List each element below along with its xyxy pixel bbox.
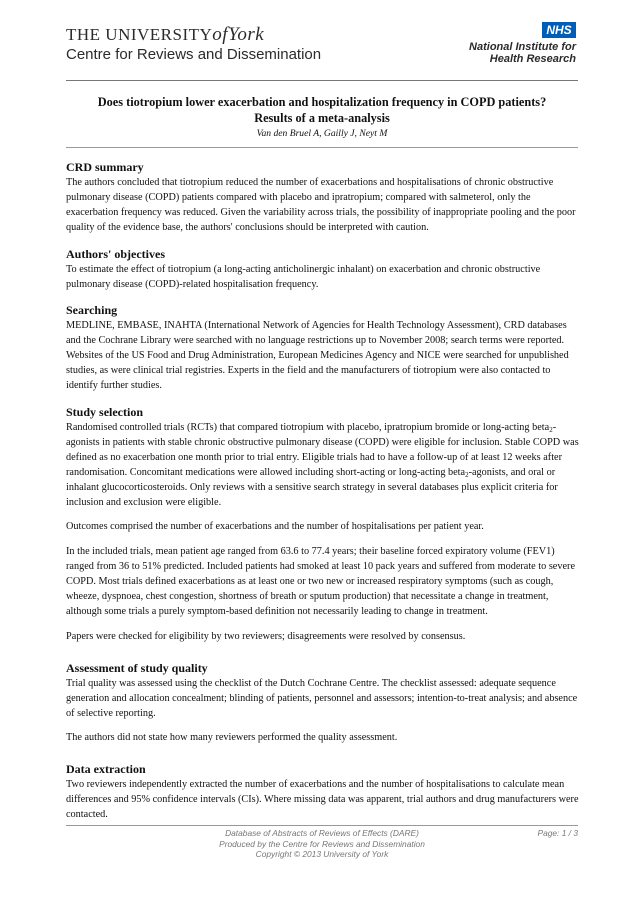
- footer-divider: [66, 825, 578, 826]
- section-text: Outcomes comprised the number of exacerbations and the number of hospitalisations per patient year.: [66, 521, 484, 533]
- section-heading: Searching: [66, 303, 118, 318]
- title-divider: [66, 147, 578, 148]
- document-body: [66, 157, 580, 834]
- page-footer: [66, 828, 578, 860]
- section-text: Papers were checked for eligibility by two reviewers; disagreements were resolved by consensus.: [66, 630, 466, 642]
- section-data-extraction: [66, 762, 580, 823]
- section-text: In the included trials, mean patient age ranged from 63.6 to 77.4 years; their baseline forced expiratory volume (FEV1) ranged from 36 to 51% predicted. Included patients had smoked at least 10 pack years and suffered from moderate to severe COPD. Most trials defined exacerbations as at least one or two new or increased respiratory symptoms (such as cough, wheeze, dyspnoea, chest congestion, shortness of breath or sputum production) that necessitate a change in treatment, although some trials a purely symptom-based definition not necessarily leading to change in treatment.: [66, 546, 575, 617]
- section-study-selection: [66, 405, 580, 645]
- title-line-2: Results of a meta-analysis: [254, 111, 390, 125]
- document-authors: Van den Bruel A, Gailly J, Neyt M: [256, 128, 388, 139]
- section-searching: [66, 303, 580, 394]
- nihr-logo-text: [469, 41, 576, 65]
- university-name: York: [228, 24, 265, 45]
- subscript: 2: [465, 470, 469, 479]
- nhs-logo-icon: NHS: [542, 22, 576, 38]
- nihr-line-2: Health Research: [489, 53, 576, 65]
- nihr-line-1: National Institute for: [469, 41, 576, 53]
- title-line-1: Does tiotropium lower exacerbation and hospitalization frequency in COPD patients?: [97, 95, 547, 109]
- university-prefix: THE UNIVERSITY: [66, 25, 213, 44]
- text-run: -agonists, and oral or inhalant glucocorticosteroids. Only reviews with a sensitive search strategy in several databases plus explicit criteria for inclusion and exclusion were eligible.: [66, 466, 558, 508]
- section-heading: CRD summary: [66, 160, 144, 174]
- document-title: [66, 94, 578, 126]
- footer-producer: Produced by the Centre for Reviews and Dissemination: [219, 838, 425, 849]
- text-run: -agonists in patients with stable chronic obstructive pulmonary disease (COPD) were eligible for inclusion. Stable COPD was defined as no exacerbation one month prior to trial entry. Eligible trials had to have a follow-up of at least 12 weeks after randomisation. Concomitant medications were allowed including short-acting or long-acting beta: [66, 421, 579, 478]
- subscript: 2: [549, 425, 553, 434]
- section-text: MEDLINE, EMBASE, INAHTA (International Network of Agencies for Health Technology Assessment), CRD databases and the Cochrane Library were searched with no language restrictions up to November 2008; search terms were reported. Websites of the US Food and Drug Administration, European Medicines Agency and NICE were searched for unpublished studies, as were clinical trial registries. Experts in the field and the manufacturers of tiotropium were also contacted to identify further studies.: [66, 320, 569, 392]
- section-text: To estimate the effect of tiotropium (a long-acting anticholinergic inhalant) on exacerbation and chronic obstructive pulmonary disease (COPD)-related hospitalisation frequency.: [66, 263, 541, 290]
- header-divider: [66, 80, 578, 81]
- section-heading: Assessment of study quality: [66, 660, 208, 675]
- section-objectives: [66, 247, 580, 293]
- page-header: [66, 18, 578, 78]
- page-number: Page: 1 / 3: [537, 828, 578, 838]
- section-text: The authors did not state how many reviewers performed the quality assessment.: [66, 732, 398, 744]
- section-heading: Authors' objectives: [66, 246, 165, 261]
- section-text: [66, 421, 580, 510]
- text-run: Randomised controlled trials (RCTs) that compared tiotropium with placebo, ipratropium bromide or long-acting beta: [66, 421, 550, 433]
- section-quality-assessment: [66, 661, 580, 747]
- section-heading: Study selection: [66, 404, 144, 419]
- footer-database: Database of Abstracts of Reviews of Effects (DARE): [225, 828, 419, 838]
- centre-name: Centre for Reviews and Dissemination: [66, 46, 322, 63]
- section-crd-summary: [66, 160, 580, 236]
- university-logo-text: [66, 24, 264, 46]
- section-text: The authors concluded that tiotropium reduced the number of exacerbations and hospitalisations of chronic obstructive pulmonary disease (COPD) patients compared with placebo and ipratropium; compared with salmeterol, only the exacerbation frequency was reduced. Given the variability across trials, the possibility of inappropriate pooling and the poor quality of the evidence base, the authors' conclusions should be interpreted with caution.: [66, 177, 576, 233]
- section-text: Two reviewers independently extracted the number of exacerbations and the number of hospitalisations to calculate mean differences and 95% confidence intervals (CIs). Where missing data was apparent, trial authors and drug manufacturers were contacted.: [66, 779, 579, 821]
- university-of: of: [212, 24, 229, 45]
- section-text: Trial quality was assessed using the checklist of the Dutch Cochrane Centre. The checklist assessed: adequate sequence generation and allocation concealment; blinding of patients, personnel and assessors; intention-to-treat analysis; and absence of selective reporting.: [66, 677, 578, 719]
- section-heading: Data extraction: [66, 762, 146, 777]
- footer-copyright: Copyright © 2013 University of York: [255, 849, 389, 859]
